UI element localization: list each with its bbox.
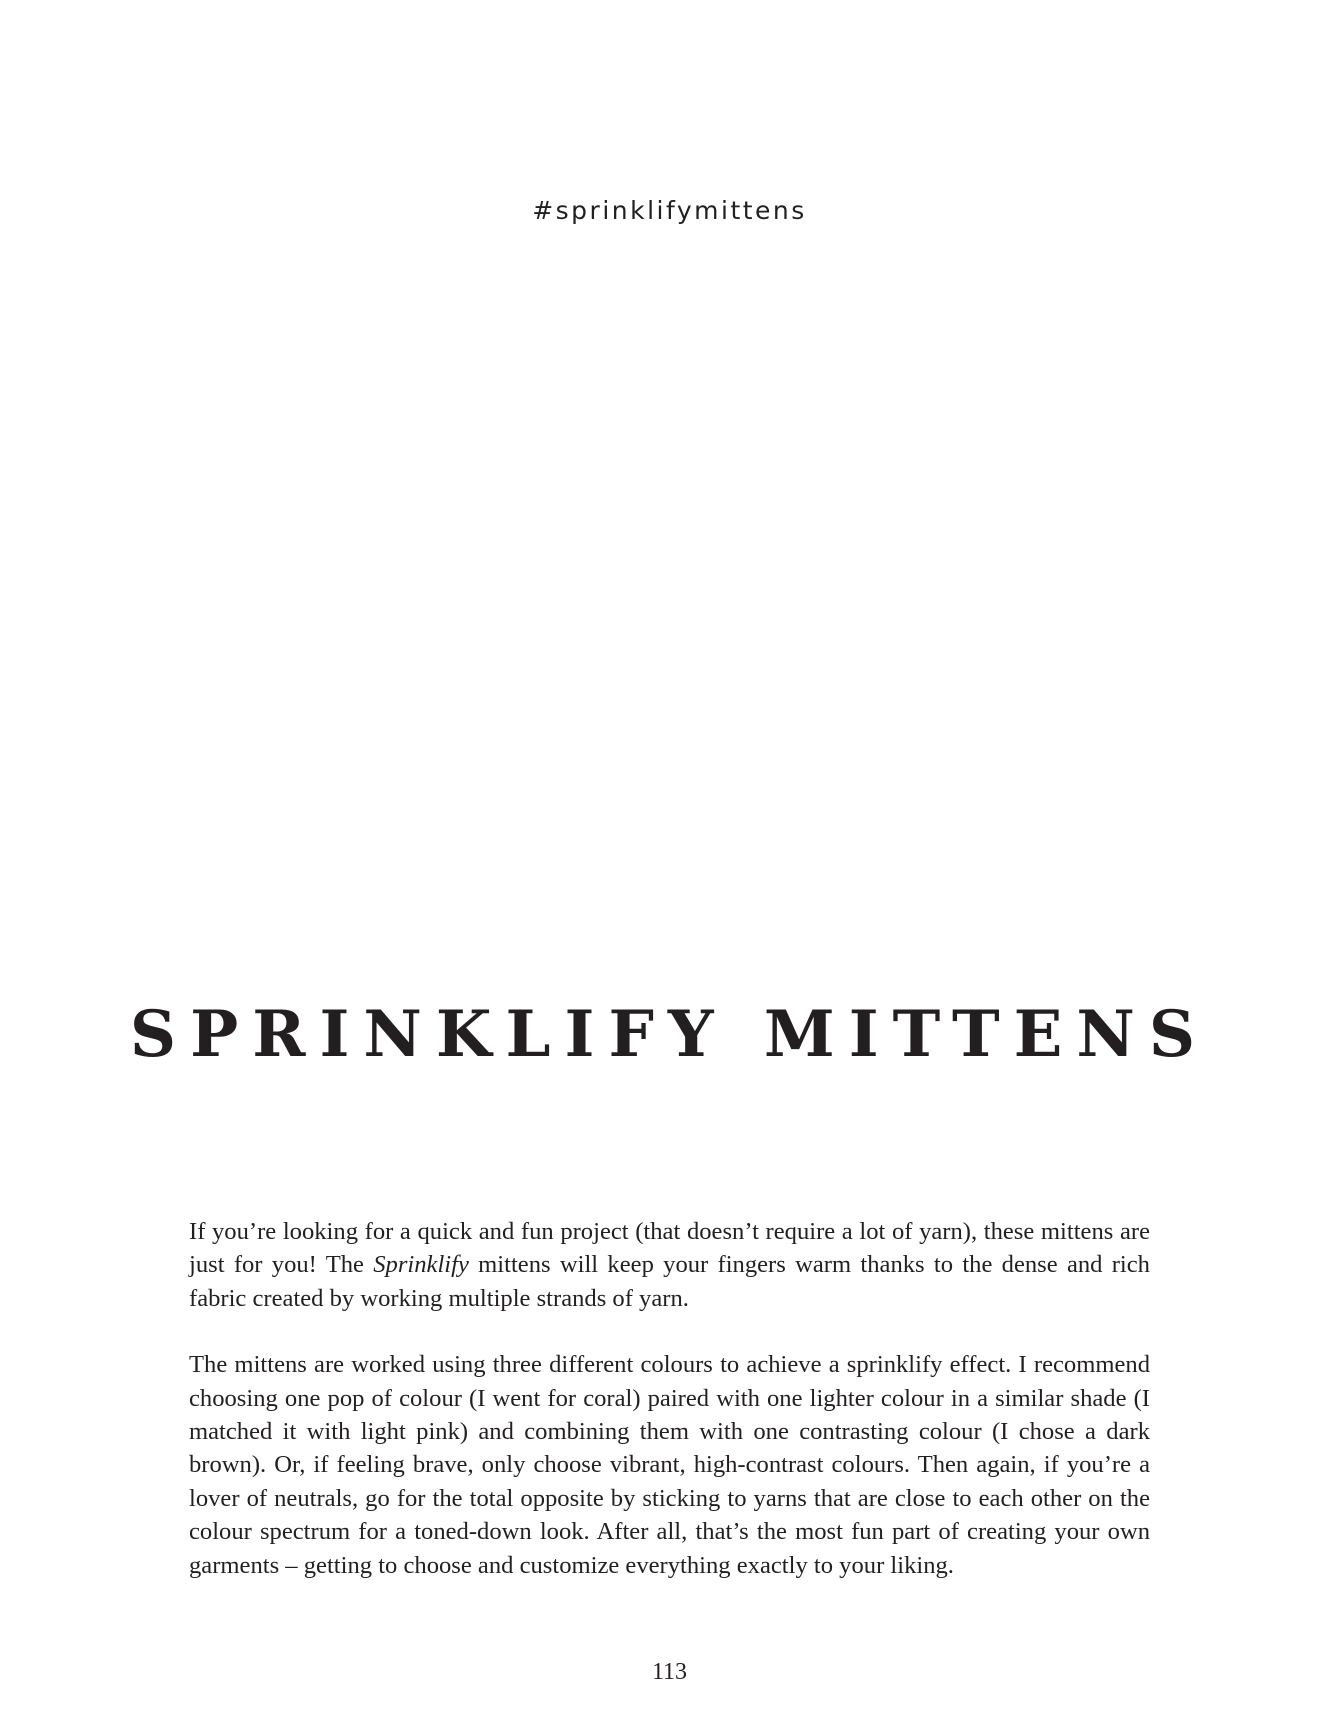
intro-text	[189, 1215, 1150, 1582]
pattern-title: SPRINKLIFY MITTENS	[129, 997, 1210, 1072]
page-number: 113	[651, 1659, 688, 1685]
intro-paragraph-1-end: mittens will keep your fingers warm thanks to the dense and rich fabric created by working multiple strands of yarn.	[189, 1251, 1150, 1312]
pattern-hashtag: #sprinklifymittens	[532, 196, 807, 225]
intro-paragraph-1-start: If you’re looking for a quick and fun project (that doesn’t require a lot of yarn), these mittens are just for you! The	[189, 1218, 1150, 1279]
intro-paragraph-2: The mittens are worked using three different colours to achieve a sprinklify effect. I recommend choosing one pop of colour (I went for coral) paired with one lighter colour in a similar shade (I matched it with light pink) and combining them with one contrasting colour (I chose a dark brown). Or, if feeling brave, only choose vibrant, high-contrast colours. Then again, if you’re a lover of neutrals, go for the total opposite by sticking to yarns that are close to each other on the colour spectrum for a toned-down look. After all, that’s the most fun part of creating your own garments – getting to choose and customize everything exactly to your liking.	[189, 1351, 1150, 1579]
intro-paragraph-1	[189, 1215, 1150, 1315]
pattern-name-emphasis: Sprinklify	[373, 1251, 469, 1279]
